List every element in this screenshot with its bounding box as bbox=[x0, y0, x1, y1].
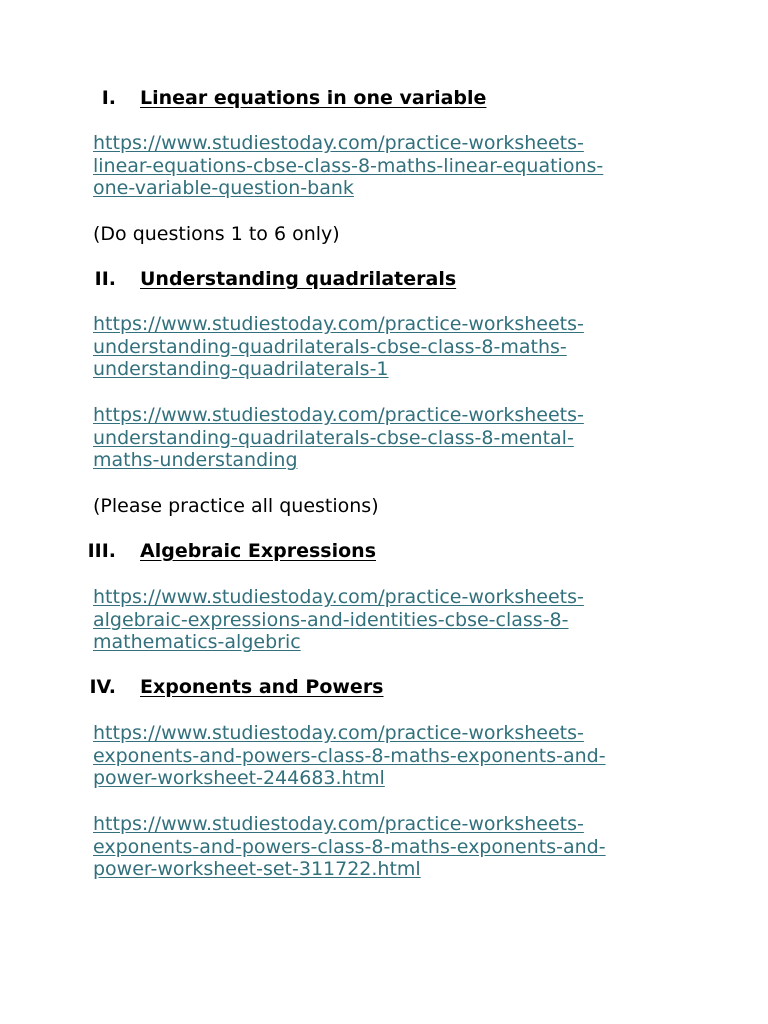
link-line: exponents-and-powers-class-8-maths-exponents-and- bbox=[93, 835, 606, 858]
worksheet-link-quadrilaterals-2[interactable] bbox=[93, 404, 693, 472]
link-line: maths-understanding bbox=[93, 449, 298, 472]
worksheet-link-linear-equations[interactable] bbox=[93, 132, 693, 200]
link-line: exponents-and-powers-class-8-maths-exponents-and- bbox=[93, 744, 606, 767]
section-heading-2 bbox=[0, 266, 768, 292]
link-line: power-worksheet-244683.html bbox=[93, 767, 385, 790]
worksheet-link-algebraic-expressions[interactable] bbox=[93, 586, 693, 654]
link-line: https://www.studiestoday.com/practice-worksheets- bbox=[93, 722, 584, 744]
link-line: understanding-quadrilaterals-1 bbox=[93, 358, 389, 381]
section-heading-4 bbox=[0, 674, 768, 700]
link-line: mathematics-algebric bbox=[93, 631, 301, 654]
section-title: Linear equations in one variable bbox=[140, 87, 487, 109]
section-note-1: (Do questions 1 to 6 only) bbox=[93, 223, 340, 245]
section-numeral: IV. bbox=[89, 676, 116, 698]
link-line: https://www.studiestoday.com/practice-worksheets- bbox=[93, 404, 584, 426]
worksheet-link-exponents-2[interactable] bbox=[93, 813, 693, 881]
link-line: linear-equations-cbse-class-8-maths-linear-equations- bbox=[93, 154, 604, 177]
section-numeral: II. bbox=[94, 268, 116, 290]
section-numeral: I. bbox=[101, 87, 116, 109]
link-line: understanding-quadrilaterals-cbse-class-8-mental- bbox=[93, 426, 574, 449]
worksheet-link-quadrilaterals-1[interactable] bbox=[93, 313, 693, 381]
link-line: understanding-quadrilaterals-cbse-class-8-maths- bbox=[93, 335, 567, 358]
link-line: https://www.studiestoday.com/practice-worksheets- bbox=[93, 313, 584, 335]
section-title: Understanding quadrilaterals bbox=[140, 268, 457, 290]
section-title: Exponents and Powers bbox=[140, 676, 384, 698]
link-line: power-worksheet-set-311722.html bbox=[93, 858, 421, 881]
section-heading-3 bbox=[0, 538, 768, 564]
link-line: https://www.studiestoday.com/practice-worksheets- bbox=[93, 813, 584, 835]
link-line: algebraic-expressions-and-identities-cbse-class-8- bbox=[93, 608, 569, 631]
section-title: Algebraic Expressions bbox=[140, 540, 376, 562]
link-line: one-variable-question-bank bbox=[93, 177, 354, 200]
section-heading-1 bbox=[0, 85, 768, 111]
link-line: https://www.studiestoday.com/practice-worksheets- bbox=[93, 132, 584, 154]
section-note-2: (Please practice all questions) bbox=[93, 495, 379, 517]
worksheet-link-exponents-1[interactable] bbox=[93, 722, 693, 790]
section-numeral: III. bbox=[87, 540, 116, 562]
link-line: https://www.studiestoday.com/practice-worksheets- bbox=[93, 586, 584, 608]
